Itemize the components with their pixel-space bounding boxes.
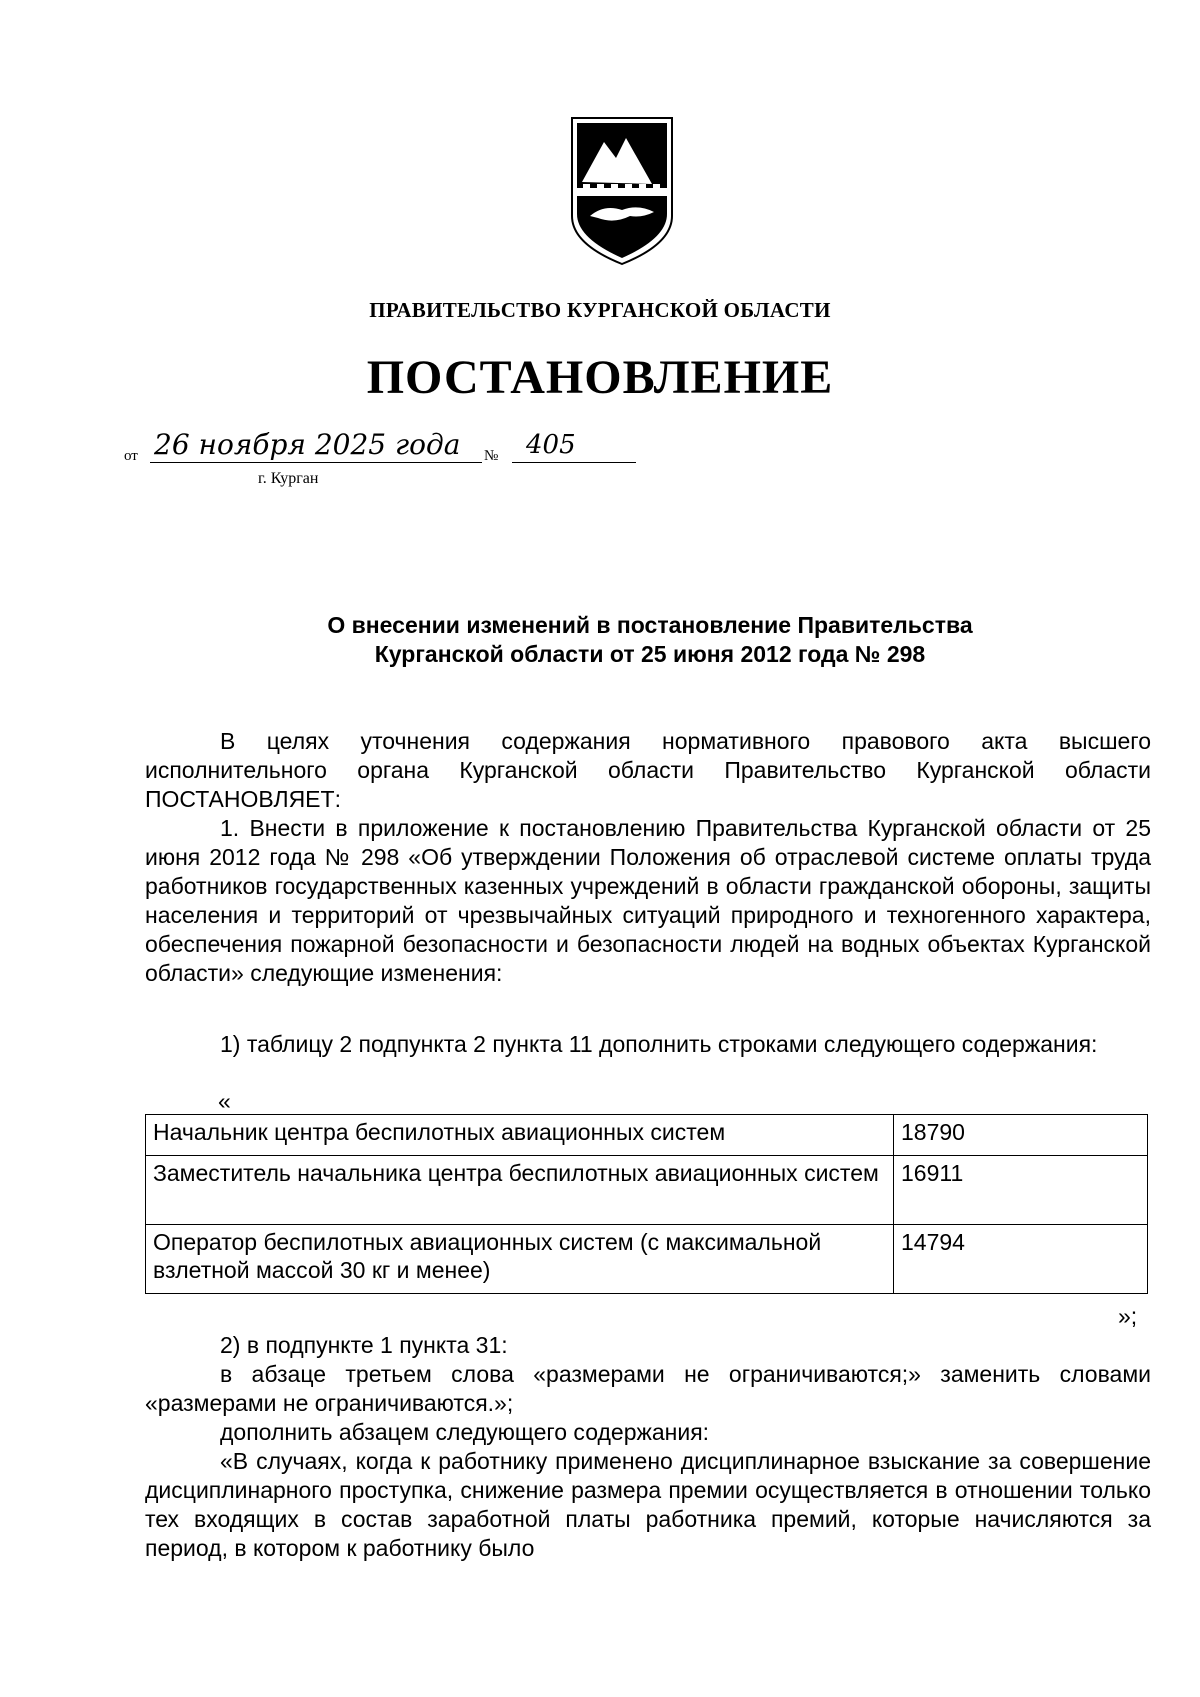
table-cell-value: 18790: [894, 1115, 1148, 1156]
quote-open: «: [218, 1088, 231, 1114]
table-cell-position: Заместитель начальника центра беспилотных авиационных систем: [146, 1156, 894, 1225]
paragraph-block-1: [145, 814, 1151, 988]
quote-close: »;: [1118, 1303, 1138, 1329]
number-label: №: [484, 448, 499, 464]
paragraph-subitem-1: 1) таблицу 2 подпункта 2 пункта 11 дополнить строками следующего содержания:: [220, 1031, 1098, 1057]
paragraph-block-3: [145, 1331, 1151, 1563]
document-title: [150, 611, 1150, 669]
paragraph-item-1: 1. Внести в приложение к постановлению Правительства Курганской области от 25 июня 2012 года № 298 «Об утверждении Положения об отраслевой системе оплаты труда работников государственных казенных учреждений в области гражданской обороны, защиты населения и территорий от чрезвычайных ситуаций природного и техногенного характера, обеспечения пожарной безопасности и безопасности людей на водных объектах Курганской области» следующие изменения:: [145, 815, 1151, 986]
kurgan-region-coat-of-arms-icon: [564, 112, 680, 268]
table-cell-value: 16911: [894, 1156, 1148, 1225]
paragraph-block-2: [145, 1030, 1151, 1059]
table-cell-value: 14794: [894, 1225, 1148, 1294]
document-number: 405: [512, 428, 636, 463]
table-cell-position: Оператор беспилотных авиационных систем (с максимальной взлетной массой 30 кг и менее): [146, 1225, 894, 1294]
title-line-2: Курганской области от 25 июня 2012 года № 298: [374, 641, 926, 667]
table-row: [146, 1225, 1148, 1294]
government-name: ПРАВИТЕЛЬСТВО КУРГАНСКОЙ ОБЛАСТИ: [369, 298, 831, 322]
paragraph-subitem-2b: дополнить абзацем следующего содержания:: [220, 1419, 710, 1445]
paragraph-subitem-2c: «В случаях, когда к работнику применено дисциплинарное взыскание за совершение дисциплинарного проступка, снижение размера премии осуществляется в отношении только тех входящих в состав заработной платы работника премий, которые начисляются за период, в котором к работнику было: [145, 1448, 1151, 1561]
document-type: ПОСТАНОВЛЕНИЕ: [366, 351, 834, 404]
paragraph-intro: В целях уточнения содержания нормативного правового акта высшего исполнительного органа Курганской области Правительство Курганской области ПОСТАНОВЛЯЕТ:: [145, 728, 1151, 812]
title-line-1: О внесении изменений в постановление Правительства: [327, 612, 973, 638]
paragraph-subitem-2a: в абзаце третьем слова «размерами не ограничиваются;» заменить словами «размерами не ограничиваются.»;: [145, 1361, 1151, 1416]
date-from-label: от: [124, 448, 138, 464]
paragraph-subitem-2: 2) в подпункте 1 пункта 31:: [220, 1332, 508, 1358]
table-row: [146, 1156, 1148, 1225]
table-row: [146, 1115, 1148, 1156]
city-name: г. Курган: [258, 470, 319, 487]
document-date: 26 ноября 2025 года: [150, 428, 482, 463]
table-cell-position: Начальник центра беспилотных авиационных систем: [146, 1115, 894, 1156]
salary-table: [145, 1114, 1148, 1294]
